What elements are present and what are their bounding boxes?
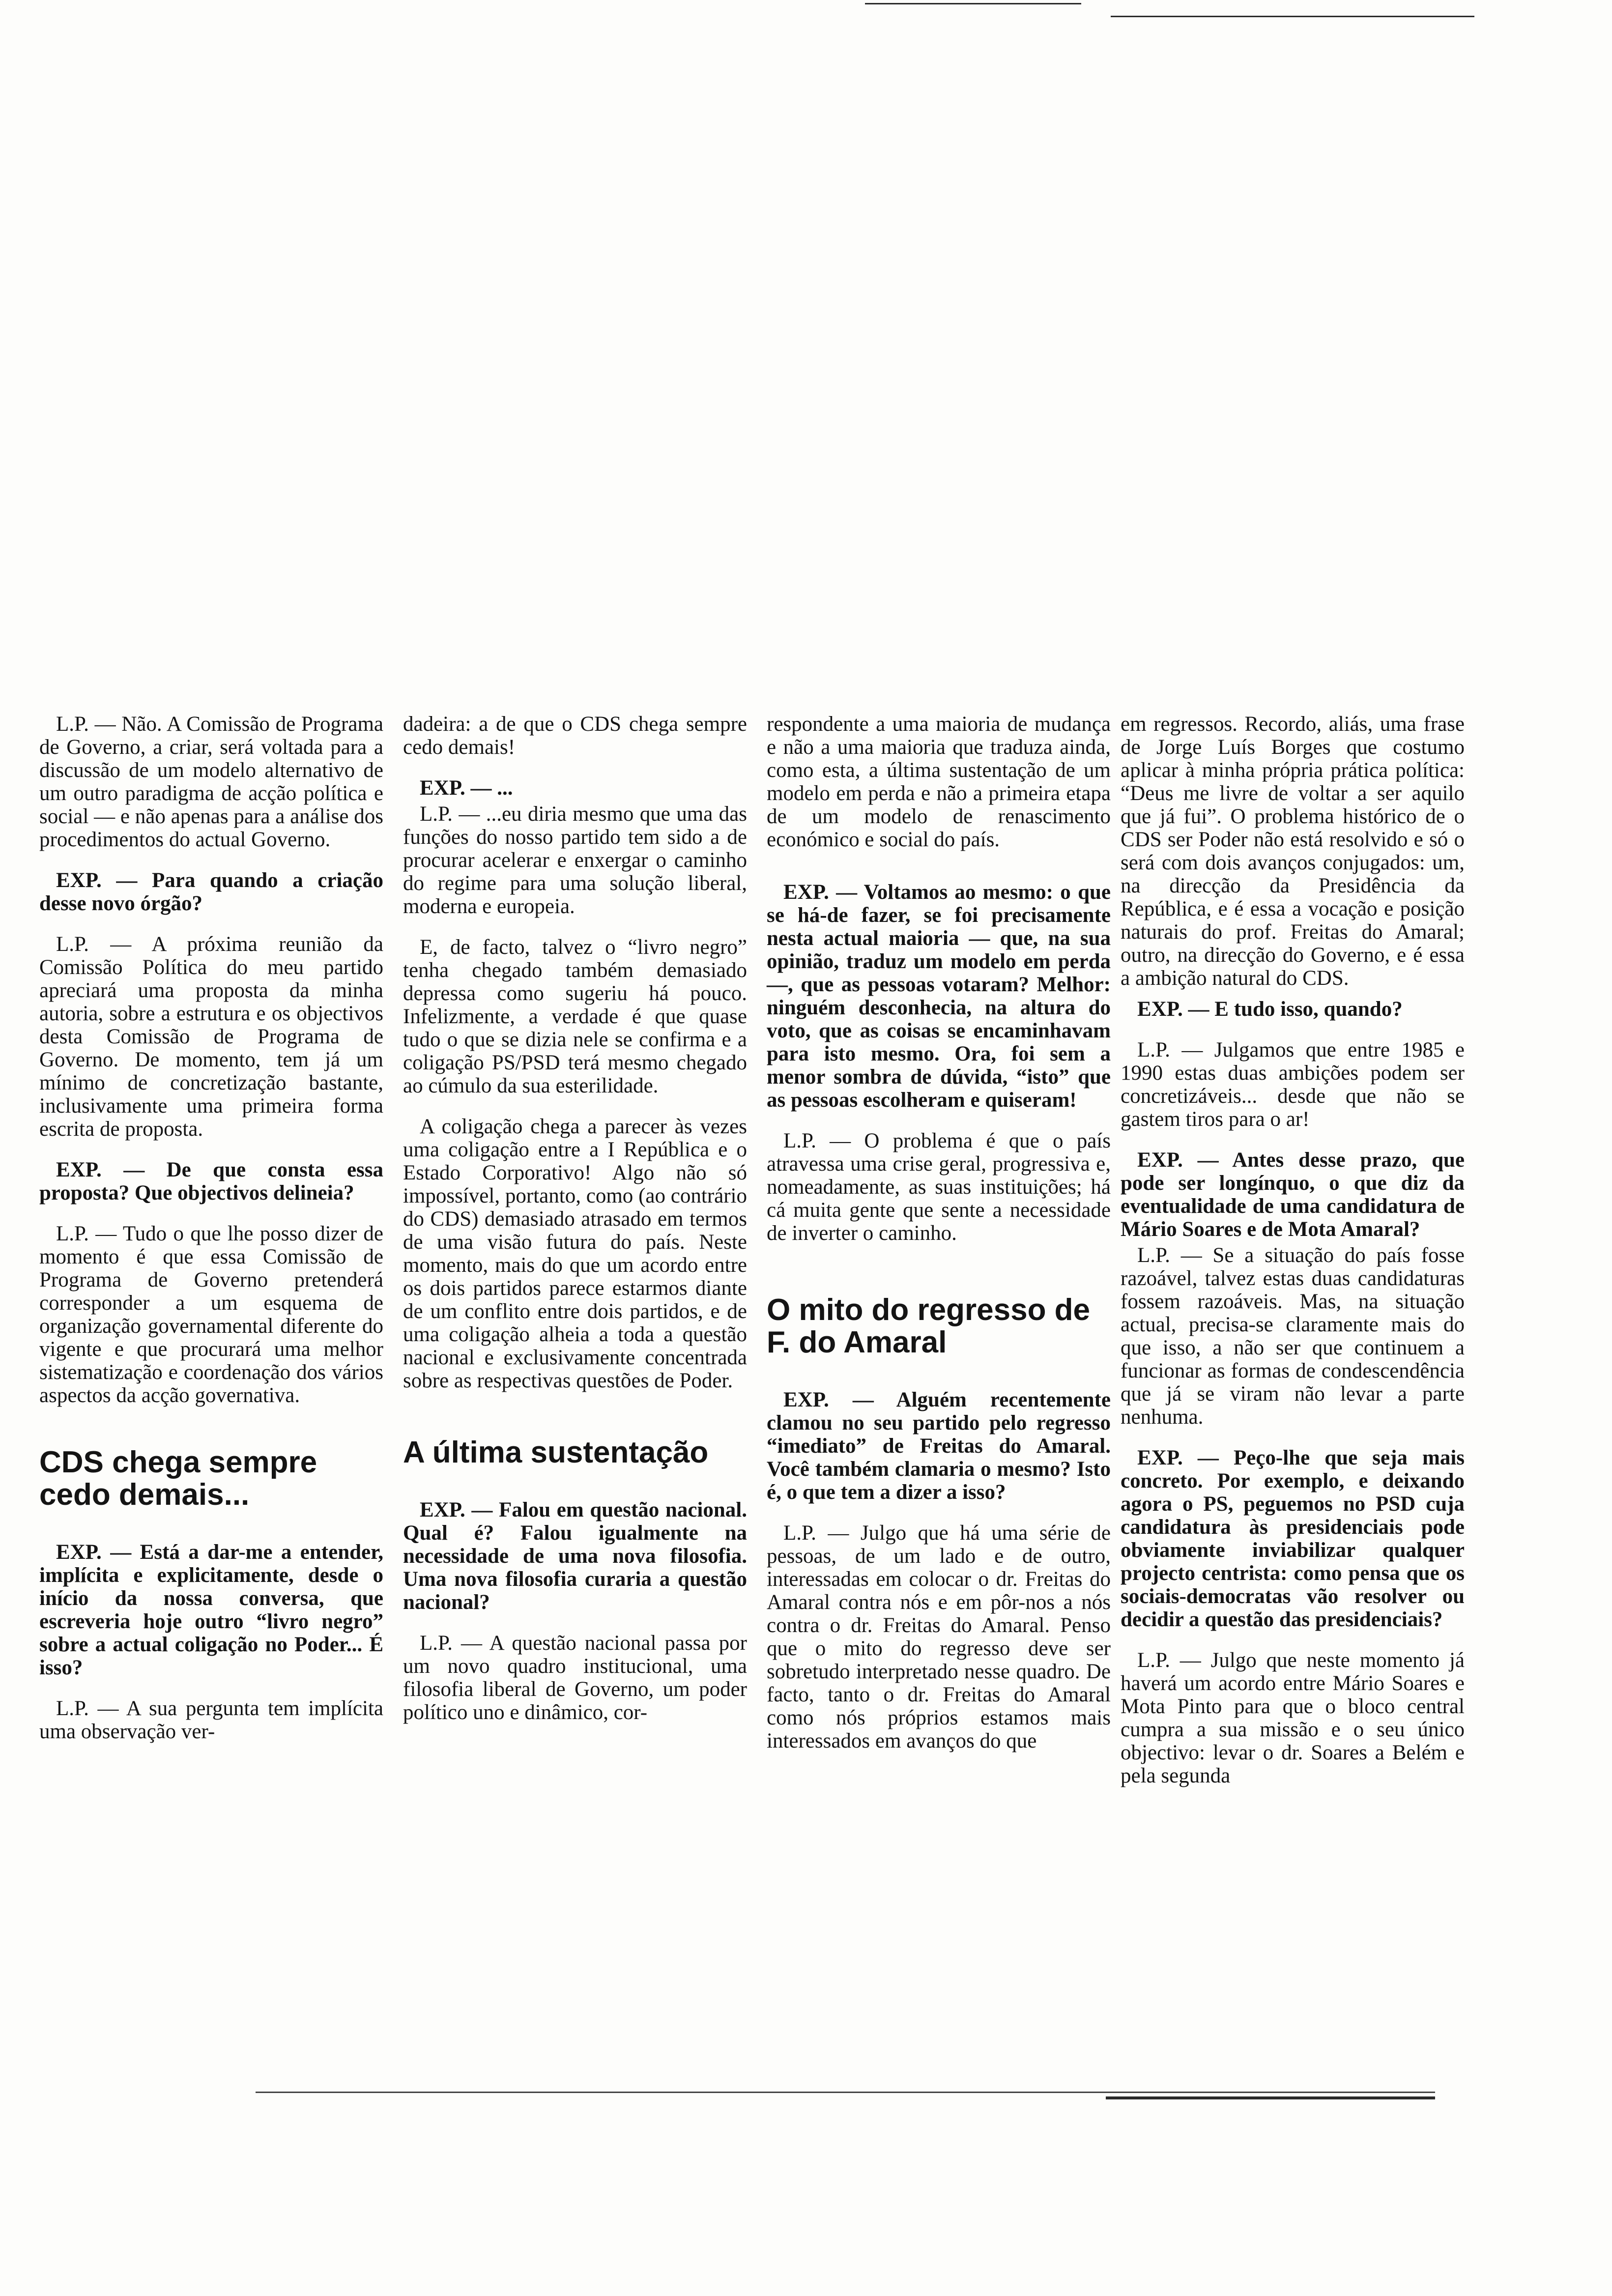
col1-answer-4: L.P. — A sua pergunta tem implícita uma observação ver- — [39, 1697, 383, 1743]
section-heading-cds: CDS chega sempre cedo demais... — [39, 1445, 317, 1512]
col4-answer-2: L.P. — Se a situação do país fosse razoável, talvez estas duas candidaturas fossem razoáveis. Mas, na situação actual, precisa-se claramente mais do que isso, a não ser que continuem a funcionar as formas de condescendência que já se viram não levar a parte nenhuma. — [1121, 1244, 1465, 1429]
col4-answer-1: L.P. — Julgamos que entre 1985 e 1990 estas duas ambições podem ser concretizáveis... desde que não se gastem tiros para o ar! — [1121, 1038, 1465, 1131]
col1-answer-3: L.P. — Tudo o que lhe posso dizer de momento é que essa Comissão de Programa de Governo pretenderá corresponder a um esquema de organização governamental diferente do vigente e que procurará uma melhor sistematização e coordenação dos vários aspectos da acção governativa. — [39, 1222, 383, 1407]
col1-question-1: EXP. — Para quando a criação desse novo órgão? — [39, 869, 383, 915]
bottom-rule — [256, 2092, 1435, 2093]
col4-continuation: em regressos. Recordo, aliás, uma frase de Jorge Luís Borges que costumo aplicar à minha própria prática política: “Deus me livre de voltar a ser aquilo que já fui”. O problema histórico de o CDS ser Poder não está resolvido e só o será com dois avanços conjugados: um, na direcção da Presidência da República, e é essa a vocação e posição naturais do prof. Freitas do Amaral; outro, na direcção do Governo, e é essa a ambição natural do CDS. — [1121, 713, 1465, 990]
section-heading-ultima: A última sustentação — [403, 1435, 709, 1469]
col4-answer-3: L.P. — Julgo que neste momento já haverá um acordo entre Mário Soares e Mota Pinto para que o bloco central cumpra a sua missão e o seu único objectivo: levar o dr. Soares a Belém e pela segunda — [1121, 1649, 1465, 1787]
col4-question-2: EXP. — Antes desse prazo, que pode ser longínquo, o que diz da eventualidade de uma candidatura de Mário Soares e de Mota Amaral? — [1121, 1148, 1465, 1241]
col1-answer-1: L.P. — Não. A Comissão de Programa de Governo, a criar, será voltada para a discussão de um modelo alternativo de um outro paradigma de acção política e social — e não apenas para a análise dos procedimentos do actual Governo. — [39, 713, 383, 851]
col3-question-1: EXP. — Voltamos ao mesmo: o que se há-de fazer, se foi precisamente nesta actual maioria — que, na sua opinião, traduz um modelo em perda —, que as pessoas votaram? Melhor: ninguém desconhecia, na altura do voto, que as coisas se encaminhavam para isto mesmo. Ora, foi sem a menor sombra de dúvida, “isto” que as pessoas escolheram e quiseram! — [767, 881, 1111, 1112]
col3-answer-2: L.P. — Julgo que há uma série de pessoas, de um lado e de outro, interessadas em colocar o dr. Freitas do Amaral contra nós e em pôr-nos a nós contra o dr. Freitas do Amaral. Penso que o mito do regresso deve ser sobretudo interpretado nesse quadro. De facto, tanto o dr. Freitas do Amaral como nós próprios estamos mais interessados em avanços do que — [767, 1521, 1111, 1752]
column-2 — [403, 713, 747, 1742]
col1-question-2: EXP. — De que consta essa proposta? Que objectivos delineia? — [39, 1158, 383, 1205]
bottom-rule-heavy — [1106, 2096, 1435, 2099]
col3-answer-1: L.P. — O problema é que o país atravessa uma crise geral, progressiva e, nomeadamente, as suas instituições; há cá muita gente que sente a necessidade de inverter o caminho. — [767, 1129, 1111, 1245]
col2-question-2: EXP. — Falou em questão nacional. Qual é? Falou igualmente na necessidade de uma nova filosofia. Uma nova filosofia curaria a questão nacional? — [403, 1498, 747, 1614]
col2-question-1: EXP. — ... — [420, 776, 513, 800]
col2-answer-1: L.P. — ...eu diria mesmo que uma das funções do nosso partido tem sido a de procurar acelerar e enxergar o caminho do regime para uma solução liberal, moderna e europeia. — [403, 803, 747, 918]
col4-question-1: EXP. — E tudo isso, quando? — [1137, 998, 1403, 1021]
top-rule-right — [1111, 16, 1474, 17]
col3-continuation: respondente a uma maioria de mudança e não a uma maioria que traduza ainda, como esta, a última sustentação de um modelo em perda e não a primeira etapa de um modelo de renascimento económico e social do país. — [767, 713, 1111, 851]
col4-question-3: EXP. — Peço-lhe que seja mais concreto. Por exemplo, e deixando agora o PS, peguemos no PSD cuja candidatura às presidenciais pode obviamente inviabilizar qualquer projecto centrista: como pensa que os sociais-democratas vão resolver ou decidir a questão das presidenciais? — [1121, 1446, 1465, 1631]
section-heading-mito: O mito do regresso de F. do Amaral — [767, 1293, 1091, 1359]
col3-question-2: EXP. — Alguém recentemente clamou no seu partido pelo regresso “imediato” de Freitas do Amaral. Você também clamaria o mesmo? Isto é, o que tem a dizer a isso? — [767, 1388, 1111, 1504]
column-3 — [767, 713, 1111, 1770]
top-rule-left — [865, 3, 1081, 4]
col2-paragraph-2: A coligação chega a parecer às vezes uma coligação entre a I República e o Estado Corporativo! Algo não só impossível, portanto, como (ao contrário do CDS) demasiado atrasado em termos de uma visão futura do país. Neste momento, mais do que um acordo entre os dois partidos parece estarmos diante de um conflito entre dois partidos, e de uma coligação alheia a toda a questão nacional e exclusivamente concentrada sobre as respectivas questões de Poder. — [403, 1115, 747, 1392]
col1-answer-2: L.P. — A próxima reunião da Comissão Política do meu partido apreciará uma proposta da minha autoria, sobre a estrutura e os objectivos desta Comissão de Programa de Governo. De momento, tem já um mínimo de concretização bastante, inclusivamente uma primeira forma escrita de proposta. — [39, 933, 383, 1141]
column-1 — [39, 713, 383, 1761]
col2-paragraph-1: E, de facto, talvez o “livro negro” tenha chegado também demasiado depressa como sugeriu há pouco. Infelizmente, a verdade é que quase tudo o que se dizia nele se confirma e a coligação PS/PSD terá mesmo chegado ao cúmulo da sua esterilidade. — [403, 936, 747, 1097]
col1-question-3: EXP. — Está a dar-me a entender, implícita e explicitamente, desde o início da nossa conversa, que escreveria hoje outro “livro negro” sobre a actual coligação no Poder... É isso? — [39, 1541, 383, 1679]
column-4 — [1121, 713, 1465, 1805]
col2-continuation: dadeira: a de que o CDS chega sempre cedo demais! — [403, 713, 747, 759]
col2-answer-2: L.P. — A questão nacional passa por um novo quadro institucional, uma filosofia liberal de Governo, um poder político uno e dinâmico, cor- — [403, 1632, 747, 1724]
